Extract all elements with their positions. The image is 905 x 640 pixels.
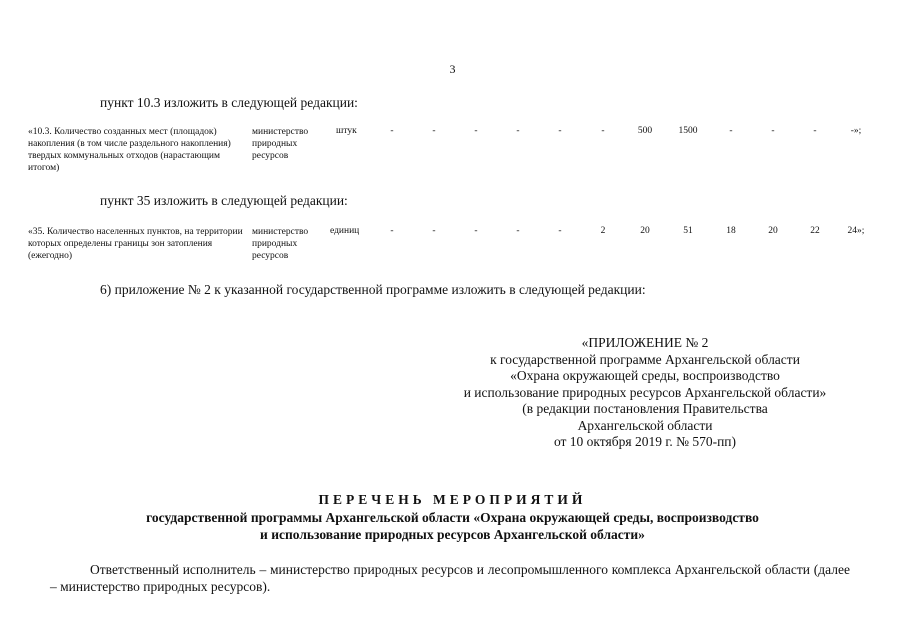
row1-unit: штук [336, 126, 357, 136]
row2-value: - [474, 226, 478, 236]
row2-value: - [432, 226, 436, 236]
row2-value: - [516, 226, 520, 236]
document-title: ПЕРЕЧЕНЬ МЕРОПРИЯТИЙ [318, 492, 587, 507]
row1-value: -»; [850, 126, 862, 136]
row2-value: 18 [726, 226, 736, 236]
page-number: 3 [449, 62, 456, 76]
appendix-line: (в редакции постановления Правительства [522, 401, 768, 416]
document-subtitle [0, 509, 905, 543]
row2-value: 2 [600, 226, 606, 236]
row2-value: 20 [768, 226, 778, 236]
appendix-line: к государственной программе Архангельской области [490, 351, 800, 367]
row2-value: 22 [810, 226, 820, 236]
row1-value: - [474, 126, 478, 136]
row1-value: - [771, 126, 775, 136]
row1-value: - [516, 126, 520, 136]
responsible-executor-paragraph: Ответственный исполнитель – министерство природных ресурсов и лесопромышленного комплекса Архангельской области (далее – министерство природных ресурсов). [50, 562, 850, 594]
subtitle-line: государственной программы Архангельской области «Охрана окружающей среды, воспроизводство [146, 510, 759, 525]
row2-ministry: министерство природных ресурсов [252, 227, 309, 261]
appendix-header [420, 335, 870, 451]
row1-value: - [432, 126, 436, 136]
row1-description: «10.3. Количество созданных мест (площадок) накопления (в том числе раздельного накопления) твердых коммунальных отходов (нарастающим итогом) [28, 127, 231, 173]
paragraph-point-10-3: пункт 10.3 изложить в следующей редакции: [100, 95, 358, 110]
row1-value: - [558, 126, 562, 136]
appendix-line: «Охрана окружающей среды, воспроизводство [510, 368, 780, 383]
appendix-line: и использование природных ресурсов Архангельской области» [463, 384, 827, 400]
row2-value: 20 [640, 226, 650, 236]
paragraph-appendix-2: 6) приложение № 2 к указанной государственной программе изложить в следующей редакции: [100, 282, 646, 297]
row2-unit: единиц [330, 226, 360, 236]
row2-value: - [558, 226, 562, 236]
row1-value: - [813, 126, 817, 136]
subtitle-line: и использование природных ресурсов Архангельской области» [260, 527, 645, 542]
appendix-line: от 10 октября 2019 г. № 570-пп) [553, 434, 737, 449]
row2-value: - [390, 226, 394, 236]
row1-value: - [729, 126, 733, 136]
appendix-line: «ПРИЛОЖЕНИЕ № 2 [581, 335, 709, 350]
row2-value: 24»; [847, 226, 865, 236]
row1-value: - [390, 126, 394, 136]
row2-description: «35. Количество населенных пунктов, на территории которых определены границы зон затопления (ежегодно) [28, 227, 243, 261]
row1-value: - [601, 126, 605, 136]
row1-value: 1500 [678, 126, 698, 136]
row1-ministry: министерство природных ресурсов [252, 127, 309, 161]
paragraph-point-35: пункт 35 изложить в следующей редакции: [100, 193, 348, 208]
row1-value: 500 [637, 126, 653, 136]
appendix-line: Архангельской области [577, 417, 713, 433]
row2-value: 51 [683, 226, 693, 236]
